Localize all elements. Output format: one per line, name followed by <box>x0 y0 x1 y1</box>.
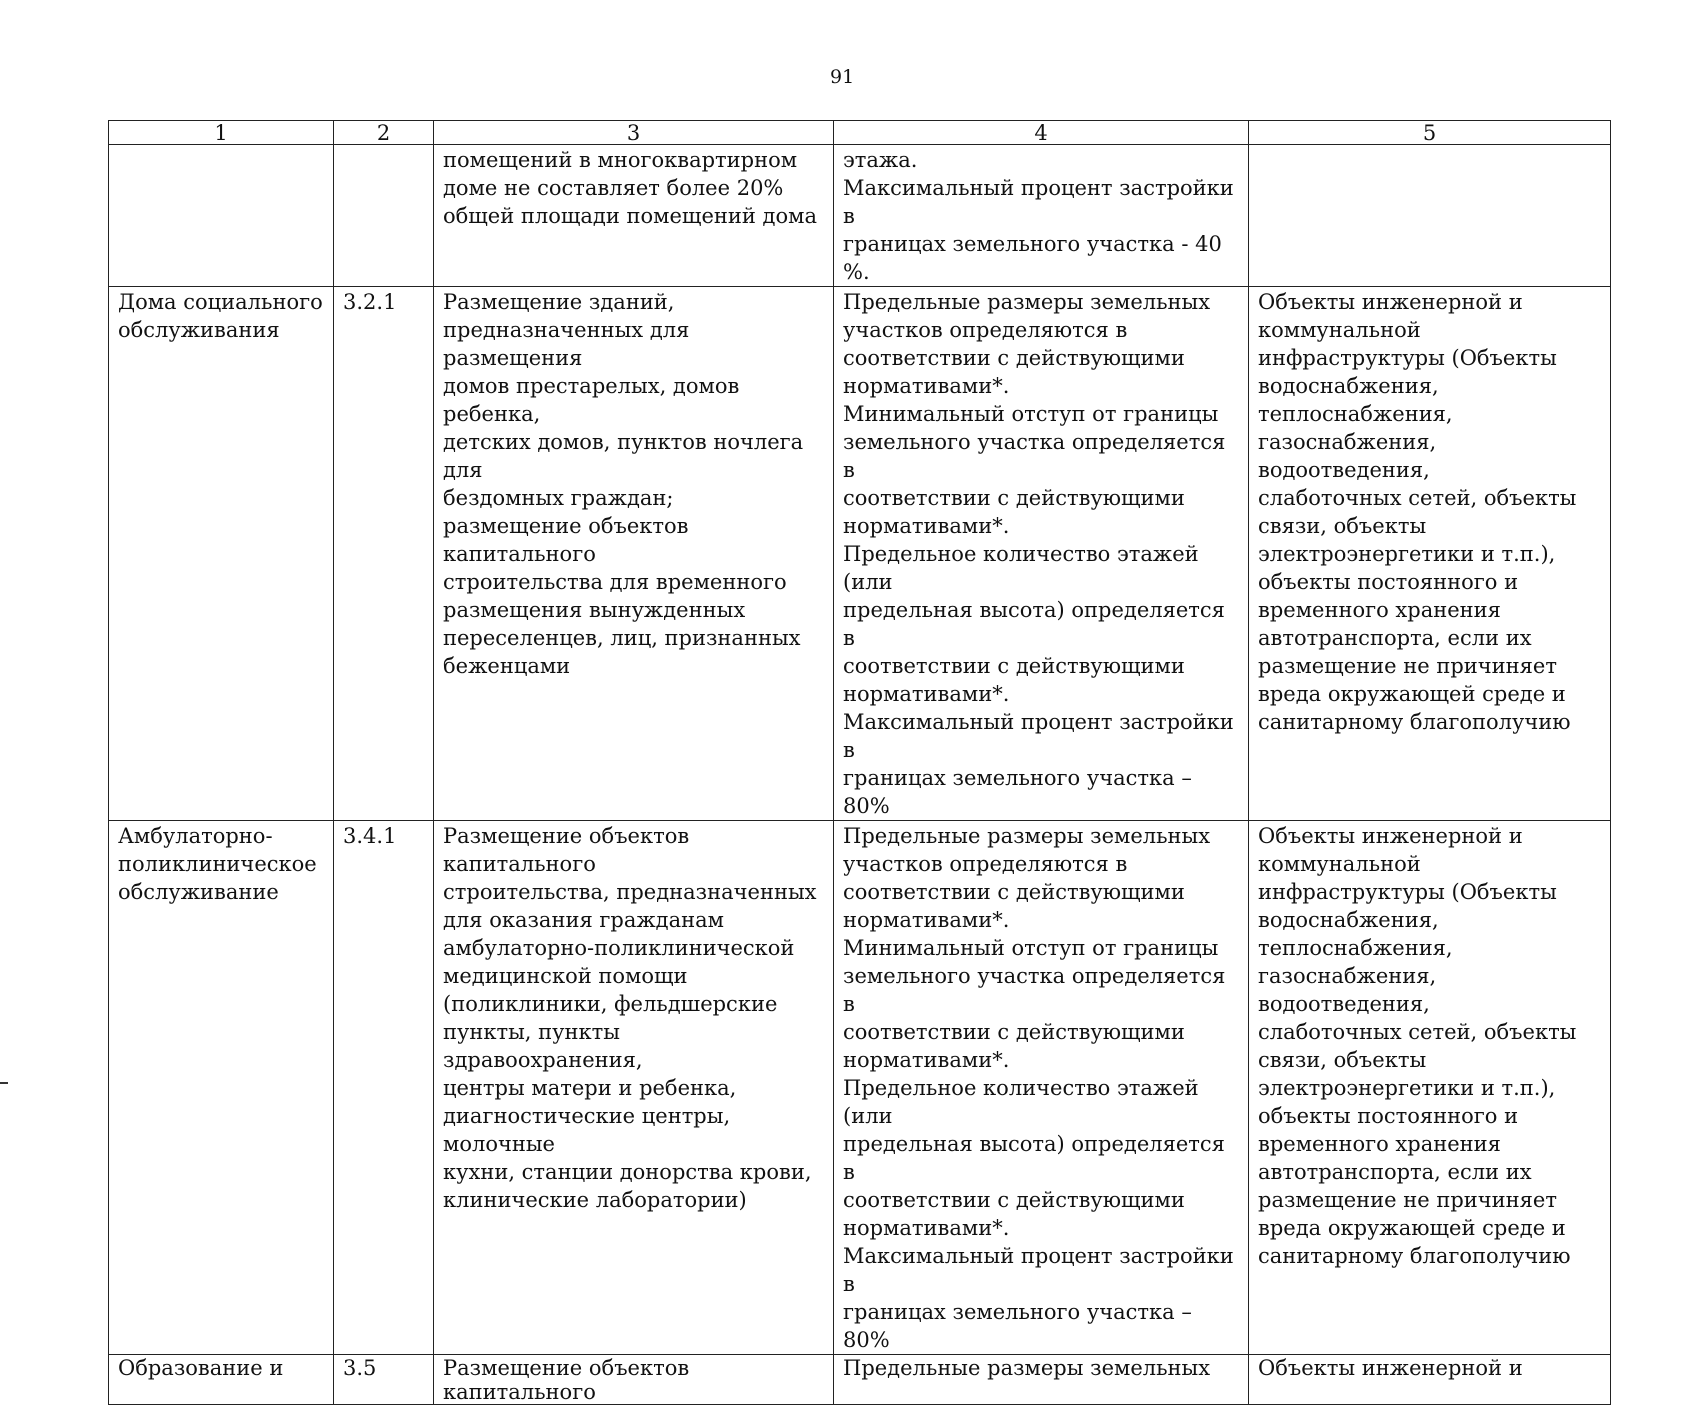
land-use-table <box>108 120 1611 1405</box>
header-cell-3: 3 <box>434 121 834 145</box>
header-cell-4: 4 <box>834 121 1249 145</box>
table-row-social-service-homes <box>109 287 1611 821</box>
use-type-cell: Амбулаторно- поликлиническое обслуживание <box>109 821 334 1355</box>
description-cell: Размещение зданий, предназначенных для размещения домов престарелых, домов ребенка, детских домов, пунктов ночлега для бездомных граждан; размещение объектов капитального строительства для временного размещения вынужденных переселенцев, лиц, признанных беженцами <box>434 287 834 821</box>
code-cell <box>334 145 434 287</box>
table-row-continuation <box>109 145 1611 287</box>
table-row-education <box>109 1355 1611 1405</box>
page-number: 91 <box>830 66 855 88</box>
auxiliary-uses-cell: Объекты инженерной и коммунальной инфраструктуры (Объекты водоснабжения, теплоснабжения, газоснабжения, водоотведения, слаботочных сетей, объекты связи, объекты электроэнергетики и т.п.), объекты постоянного и временного хранения автотранспорта, если их размещение не причиняет вреда окружающей среде и санитарному благополучию <box>1249 821 1611 1355</box>
parameters-cell: Предельные размеры земельных участков определяются в соответствии с действующими нормативами*. Минимальный отступ от границы земельного участка определяется в соответствии с действующими нормативами*. Предельное количество этажей (или предельная высота) определяется в соответствии с действующими нормативами*. Максимальный процент застройки в границах земельного участка – 80% <box>834 821 1249 1355</box>
description-cell: Размещение объектов капитального строительства, предназначенных для оказания гражданам амбулаторно-поликлинической медицинской помощи (поликлиники, фельдшерские пункты, пункты здравоохранения, центры матери и ребенка, диагностические центры, молочные кухни, станции донорства крови, клинические лаборатории) <box>434 821 834 1355</box>
parameters-cell: этажа. Максимальный процент застройки в границах земельного участка - 40 %. <box>834 145 1249 287</box>
code-cell: 3.4.1 <box>334 821 434 1355</box>
table-row-outpatient-care <box>109 821 1611 1355</box>
use-type-cell <box>109 145 334 287</box>
header-cell-5: 5 <box>1249 121 1611 145</box>
code-cell: 3.2.1 <box>334 287 434 821</box>
description-cell: Размещение объектов капитального <box>434 1355 834 1405</box>
parameters-cell: Предельные размеры земельных участков определяются в соответствии с действующими нормативами*. Минимальный отступ от границы земельного участка определяется в соответствии с действующими нормативами*. Предельное количество этажей (или предельная высота) определяется в соответствии с действующими нормативами*. Максимальный процент застройки в границах земельного участка – 80% <box>834 287 1249 821</box>
header-cell-1: 1 <box>109 121 334 145</box>
auxiliary-uses-cell <box>1249 145 1611 287</box>
header-cell-2: 2 <box>334 121 434 145</box>
auxiliary-uses-cell: Объекты инженерной и коммунальной инфраструктуры (Объекты водоснабжения, теплоснабжения, газоснабжения, водоотведения, слаботочных сетей, объекты связи, объекты электроэнергетики и т.п.), объекты постоянного и временного хранения автотранспорта, если их размещение не причиняет вреда окружающей среде и санитарному благополучию <box>1249 287 1611 821</box>
auxiliary-uses-cell: Объекты инженерной и <box>1249 1355 1611 1405</box>
parameters-cell: Предельные размеры земельных <box>834 1355 1249 1405</box>
code-cell: 3.5 <box>334 1355 434 1405</box>
table-header-row <box>109 121 1611 145</box>
use-type-cell: Образование и <box>109 1355 334 1405</box>
use-type-cell: Дома социального обслуживания <box>109 287 334 821</box>
description-cell: помещений в многоквартирном доме не составляет более 20% общей площади помещений дома <box>434 145 834 287</box>
scan-edge-mark <box>0 1082 8 1084</box>
